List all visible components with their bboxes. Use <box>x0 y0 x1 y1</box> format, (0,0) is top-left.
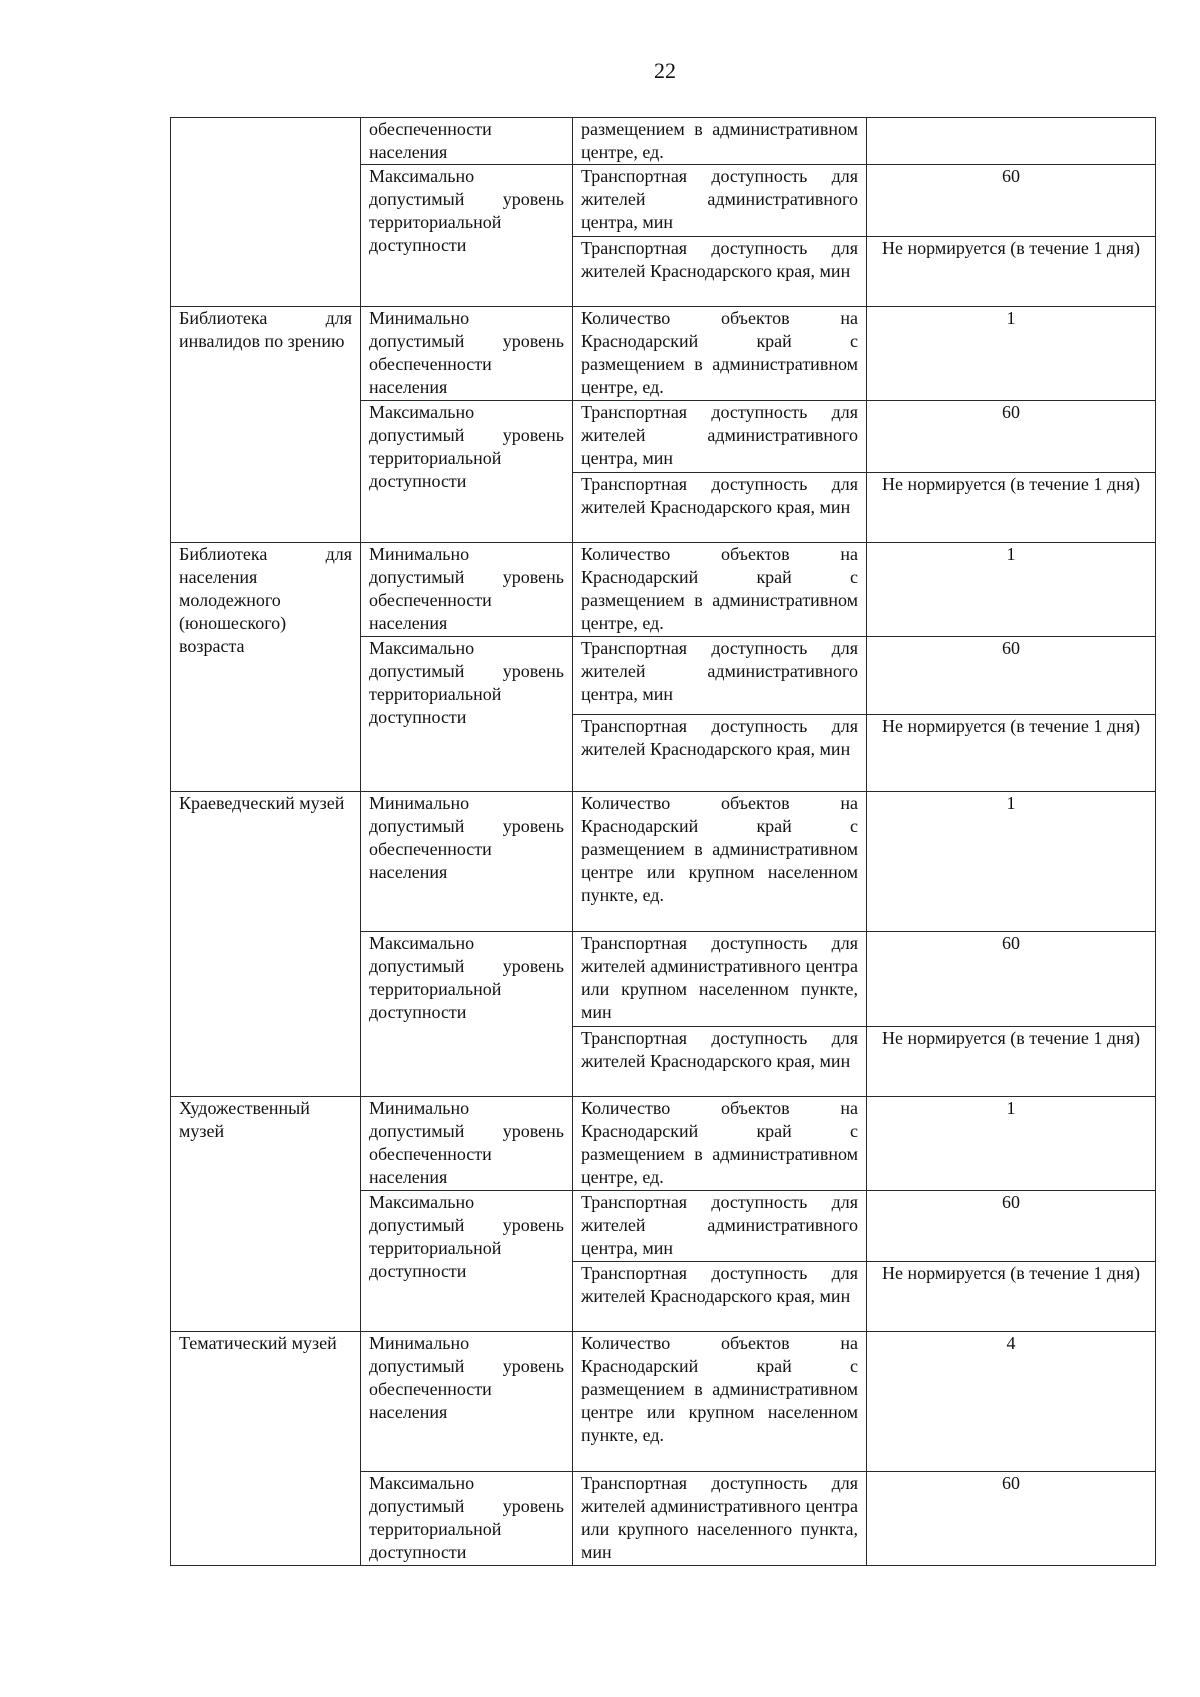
indicator-cell: обеспеченности населения <box>361 118 573 165</box>
indicator-cell: Минимально допустимый уровень обеспеченности населения <box>361 543 573 637</box>
unit-cell: Транспортная доступность для жителей административного центра, мин <box>573 637 867 715</box>
object-cell <box>171 118 361 307</box>
unit-cell: Транспортная доступность для жителей Краснодарского края, мин <box>573 237 867 307</box>
object-cell: Библиотека для инвалидов по зрению <box>171 307 361 543</box>
value-cell: 1 <box>867 543 1156 637</box>
table-row <box>171 307 1156 401</box>
unit-cell: размещением в административном центре, ед. <box>573 118 867 165</box>
value-cell: Не нормируется (в течение 1 дня) <box>867 473 1156 543</box>
indicator-cell: Максимально допустимый уровень территориальной доступности <box>361 1472 573 1566</box>
indicator-cell: Минимально допустимый уровень обеспеченности населения <box>361 307 573 401</box>
indicator-cell: Максимально допустимый уровень территориальной доступности <box>361 165 573 307</box>
value-cell: 1 <box>867 1097 1156 1191</box>
norms-table <box>170 117 1156 1566</box>
object-cell: Тематический музей <box>171 1332 361 1566</box>
indicator-cell: Минимально допустимый уровень обеспеченности населения <box>361 1097 573 1191</box>
unit-cell: Транспортная доступность для жителей Краснодарского края, мин <box>573 715 867 792</box>
value-cell: Не нормируется (в течение 1 дня) <box>867 1027 1156 1097</box>
value-cell: 60 <box>867 932 1156 1027</box>
table-row <box>171 118 1156 165</box>
value-cell: Не нормируется (в течение 1 дня) <box>867 237 1156 307</box>
value-cell: 60 <box>867 1472 1156 1566</box>
unit-cell: Транспортная доступность для жителей Краснодарского края, мин <box>573 1262 867 1332</box>
value-cell: 60 <box>867 637 1156 715</box>
unit-cell: Количество объектов на Краснодарский край с размещением в административном центре или крупном населенном пункте, ед. <box>573 792 867 932</box>
indicator-cell: Максимально допустимый уровень территориальной доступности <box>361 1191 573 1332</box>
value-cell: 1 <box>867 792 1156 932</box>
value-cell <box>867 118 1156 165</box>
value-cell: 4 <box>867 1332 1156 1472</box>
value-cell: 1 <box>867 307 1156 401</box>
table-row <box>171 792 1156 932</box>
unit-cell: Транспортная доступность для жителей административного центра или крупного населенного пункта, мин <box>573 1472 867 1566</box>
unit-cell: Количество объектов на Краснодарский край с размещением в административном центре, ед. <box>573 543 867 637</box>
value-cell: Не нормируется (в течение 1 дня) <box>867 1262 1156 1332</box>
unit-cell: Количество объектов на Краснодарский край с размещением в административном центре, ед. <box>573 307 867 401</box>
unit-cell: Количество объектов на Краснодарский край с размещением в административном центре или крупном населенном пункте, ед. <box>573 1332 867 1472</box>
unit-cell: Транспортная доступность для жителей Краснодарского края, мин <box>573 473 867 543</box>
value-cell: 60 <box>867 401 1156 473</box>
unit-cell: Транспортная доступность для жителей административного центра, мин <box>573 401 867 473</box>
value-cell: 60 <box>867 1191 1156 1262</box>
object-cell: Краеведческий музей <box>171 792 361 1097</box>
indicator-cell: Минимально допустимый уровень обеспеченности населения <box>361 1332 573 1472</box>
value-cell: Не нормируется (в течение 1 дня) <box>867 715 1156 792</box>
indicator-cell: Максимально допустимый уровень территориальной доступности <box>361 401 573 543</box>
unit-cell: Транспортная доступность для жителей Краснодарского края, мин <box>573 1027 867 1097</box>
unit-cell: Транспортная доступность для жителей административного центра или крупном населенном пункте, мин <box>573 932 867 1027</box>
unit-cell: Количество объектов на Краснодарский край с размещением в административном центре, ед. <box>573 1097 867 1191</box>
object-cell: Художественный музей <box>171 1097 361 1332</box>
unit-cell: Транспортная доступность для жителей административного центра, мин <box>573 165 867 237</box>
indicator-cell: Максимально допустимый уровень территориальной доступности <box>361 637 573 792</box>
table-row <box>171 1332 1156 1472</box>
table-row <box>171 543 1156 637</box>
indicator-cell: Минимально допустимый уровень обеспеченности населения <box>361 792 573 932</box>
value-cell: 60 <box>867 165 1156 237</box>
unit-cell: Транспортная доступность для жителей административного центра, мин <box>573 1191 867 1262</box>
indicator-cell: Максимально допустимый уровень территориальной доступности <box>361 932 573 1097</box>
object-cell: Библиотека для населения молодежного (юношеского) возраста <box>171 543 361 792</box>
table-row <box>171 1097 1156 1191</box>
page-number: 22 <box>654 58 676 83</box>
